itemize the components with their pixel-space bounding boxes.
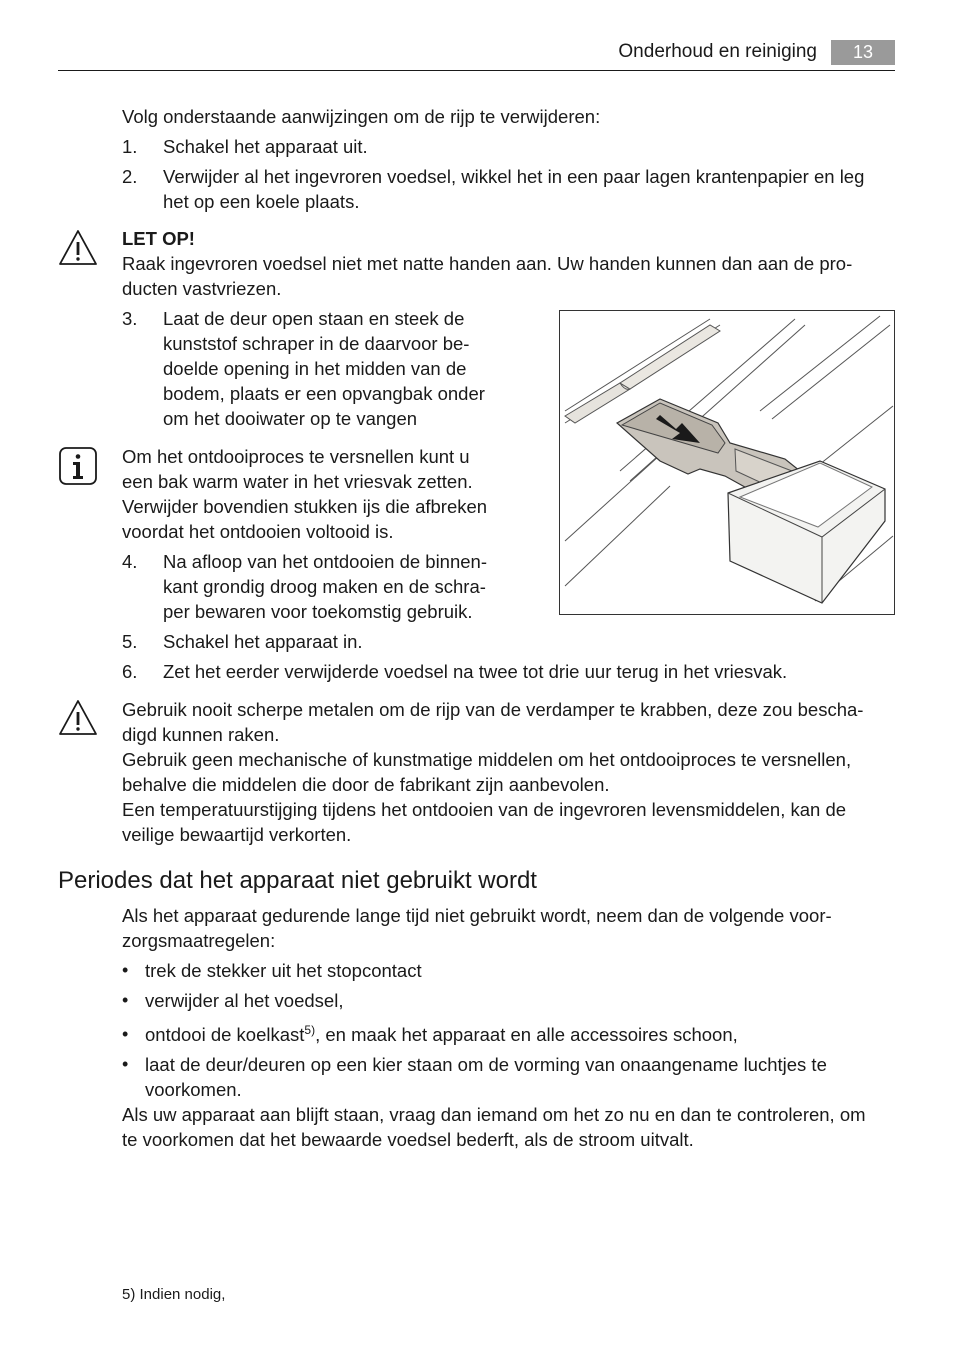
step-text: Schakel het apparaat uit. [163, 136, 368, 157]
warning-line: ducten vastvriezen. [122, 278, 282, 299]
scraper-drawing [560, 311, 894, 614]
bullet-text-pre: ontdooi de koelkast [145, 1024, 305, 1045]
warning-line: behalve die middelen die door de fabrikant zijn aanbevolen. [122, 774, 610, 795]
info-line: Verwijder bovendien stukken ijs die afbreken [122, 496, 488, 517]
warning-line: Gebruik geen mechanische of kunstmatige middelen om het ontdooiproces te versnellen, [122, 749, 852, 770]
step-line: Na afloop van het ontdooien de binnen- [163, 551, 488, 572]
warning-line: Een temperatuurstijging tijdens het ontdooien van de ingevroren levensmiddelen, kan de [122, 799, 847, 820]
header-rule [58, 70, 895, 71]
step-line: per bewaren voor toekomstig gebruik. [163, 601, 473, 622]
warning-block-1 [122, 226, 892, 301]
info-line: een bak warm water in het vriesvak zetten. [122, 471, 473, 492]
bullet-text [145, 1022, 892, 1047]
bullet-text [145, 1052, 892, 1102]
section-outro-line: te voorkomen dat het bewaarde voedsel bederft, als de stroom uitvalt. [122, 1129, 694, 1150]
intro-text: Volg onderstaande aanwijzingen om de rijp te verwijderen: [122, 106, 601, 127]
step-line: om het dooiwater op te vangen [163, 408, 418, 429]
step-2 [122, 164, 892, 214]
warning-triangle-icon [58, 228, 98, 268]
bullet-item [122, 1022, 892, 1047]
step-line: kunststof schraper in de daarvoor be- [163, 333, 470, 354]
info-line: Om het ontdooiproces te versnellen kunt u [122, 446, 470, 467]
step-text [163, 164, 892, 214]
step-6 [122, 659, 892, 684]
warning-line: digd kunnen raken. [122, 724, 280, 745]
warning-block-2 [122, 697, 892, 847]
step-number: 1. [122, 136, 138, 157]
bullet-line: voorkomen. [145, 1079, 242, 1100]
bullet-item [122, 958, 892, 983]
warning-line: Gebruik nooit scherpe metalen om de rijp van de verdamper te krabben, deze zou bescha- [122, 699, 864, 720]
step-text: Schakel het apparaat in. [163, 631, 363, 652]
bullet-item [122, 1052, 892, 1102]
footnote-ref: 5) [304, 1022, 316, 1037]
step-line: bodem, plaats er een opvangbak onder [163, 383, 485, 404]
step-line: doelde opening in het midden van de [163, 358, 467, 379]
section-intro-line: Als het apparaat gedurende lange tijd niet gebruikt wordt, neem dan de volgende voor- [122, 905, 832, 926]
bullet-dot: • [122, 1024, 129, 1044]
bullet-text-post: , en maak het apparaat en alle accessoires schoon, [315, 1024, 738, 1045]
bullet-text: trek de stekker uit het stopcontact [145, 960, 422, 981]
info-line: voordat het ontdooien voltooid is. [122, 521, 394, 542]
bullet-dot: • [122, 960, 129, 980]
warning-line: veilige bewaartijd verkorten. [122, 824, 352, 845]
bullet-dot: • [122, 990, 129, 1010]
section-outro-line: Als uw apparaat aan blijft staan, vraag dan iemand om het zo nu en dan te controleren, om [122, 1104, 866, 1125]
info-block [122, 444, 542, 544]
step-number: 4. [122, 551, 138, 572]
warning-line: Raak ingevroren voedsel niet met natte handen aan. Uw handen kunnen dan aan de pro- [122, 253, 853, 274]
step-number: 5. [122, 631, 138, 652]
step-text [163, 549, 542, 624]
step-3 [122, 306, 542, 431]
warning-title: LET OP! [122, 228, 195, 249]
step-number: 2. [122, 166, 138, 187]
warning-triangle-icon [58, 698, 98, 738]
step-line: Laat de deur open staan en steek de [163, 308, 465, 329]
scraper-illustration [559, 310, 895, 615]
step-4 [122, 549, 542, 624]
step-line: kant grondig droog maken en de schra- [163, 576, 486, 597]
step-text [163, 306, 542, 431]
header-title: Onderhoud en reiniging [618, 41, 817, 62]
step-line: Verwijder al het ingevroren voedsel, wikkel het in een paar lagen krantenpapier en leg [163, 166, 865, 187]
page-number: 13 [831, 40, 895, 65]
section-title: Periodes dat het apparaat niet gebruikt wordt [58, 867, 537, 894]
bullet-item [122, 988, 892, 1013]
footnote: 5) Indien nodig, [122, 1286, 226, 1303]
step-text: Zet het eerder verwijderde voedsel na twee tot drie uur terug in het vriesvak. [163, 661, 788, 682]
bullet-line: laat de deur/deuren op een kier staan om de vorming van onaangename luchtjes te [145, 1054, 827, 1075]
step-1 [122, 134, 892, 159]
step-5 [122, 629, 892, 654]
info-icon [58, 446, 98, 486]
section-outro [122, 1102, 892, 1152]
bullet-dot: • [122, 1054, 129, 1074]
section-intro-line: zorgsmaatregelen: [122, 930, 276, 951]
section-intro [122, 903, 892, 953]
step-line: het op een koele plaats. [163, 191, 360, 212]
bullet-text: verwijder al het voedsel, [145, 990, 344, 1011]
step-number: 3. [122, 308, 138, 329]
step-number: 6. [122, 661, 138, 682]
